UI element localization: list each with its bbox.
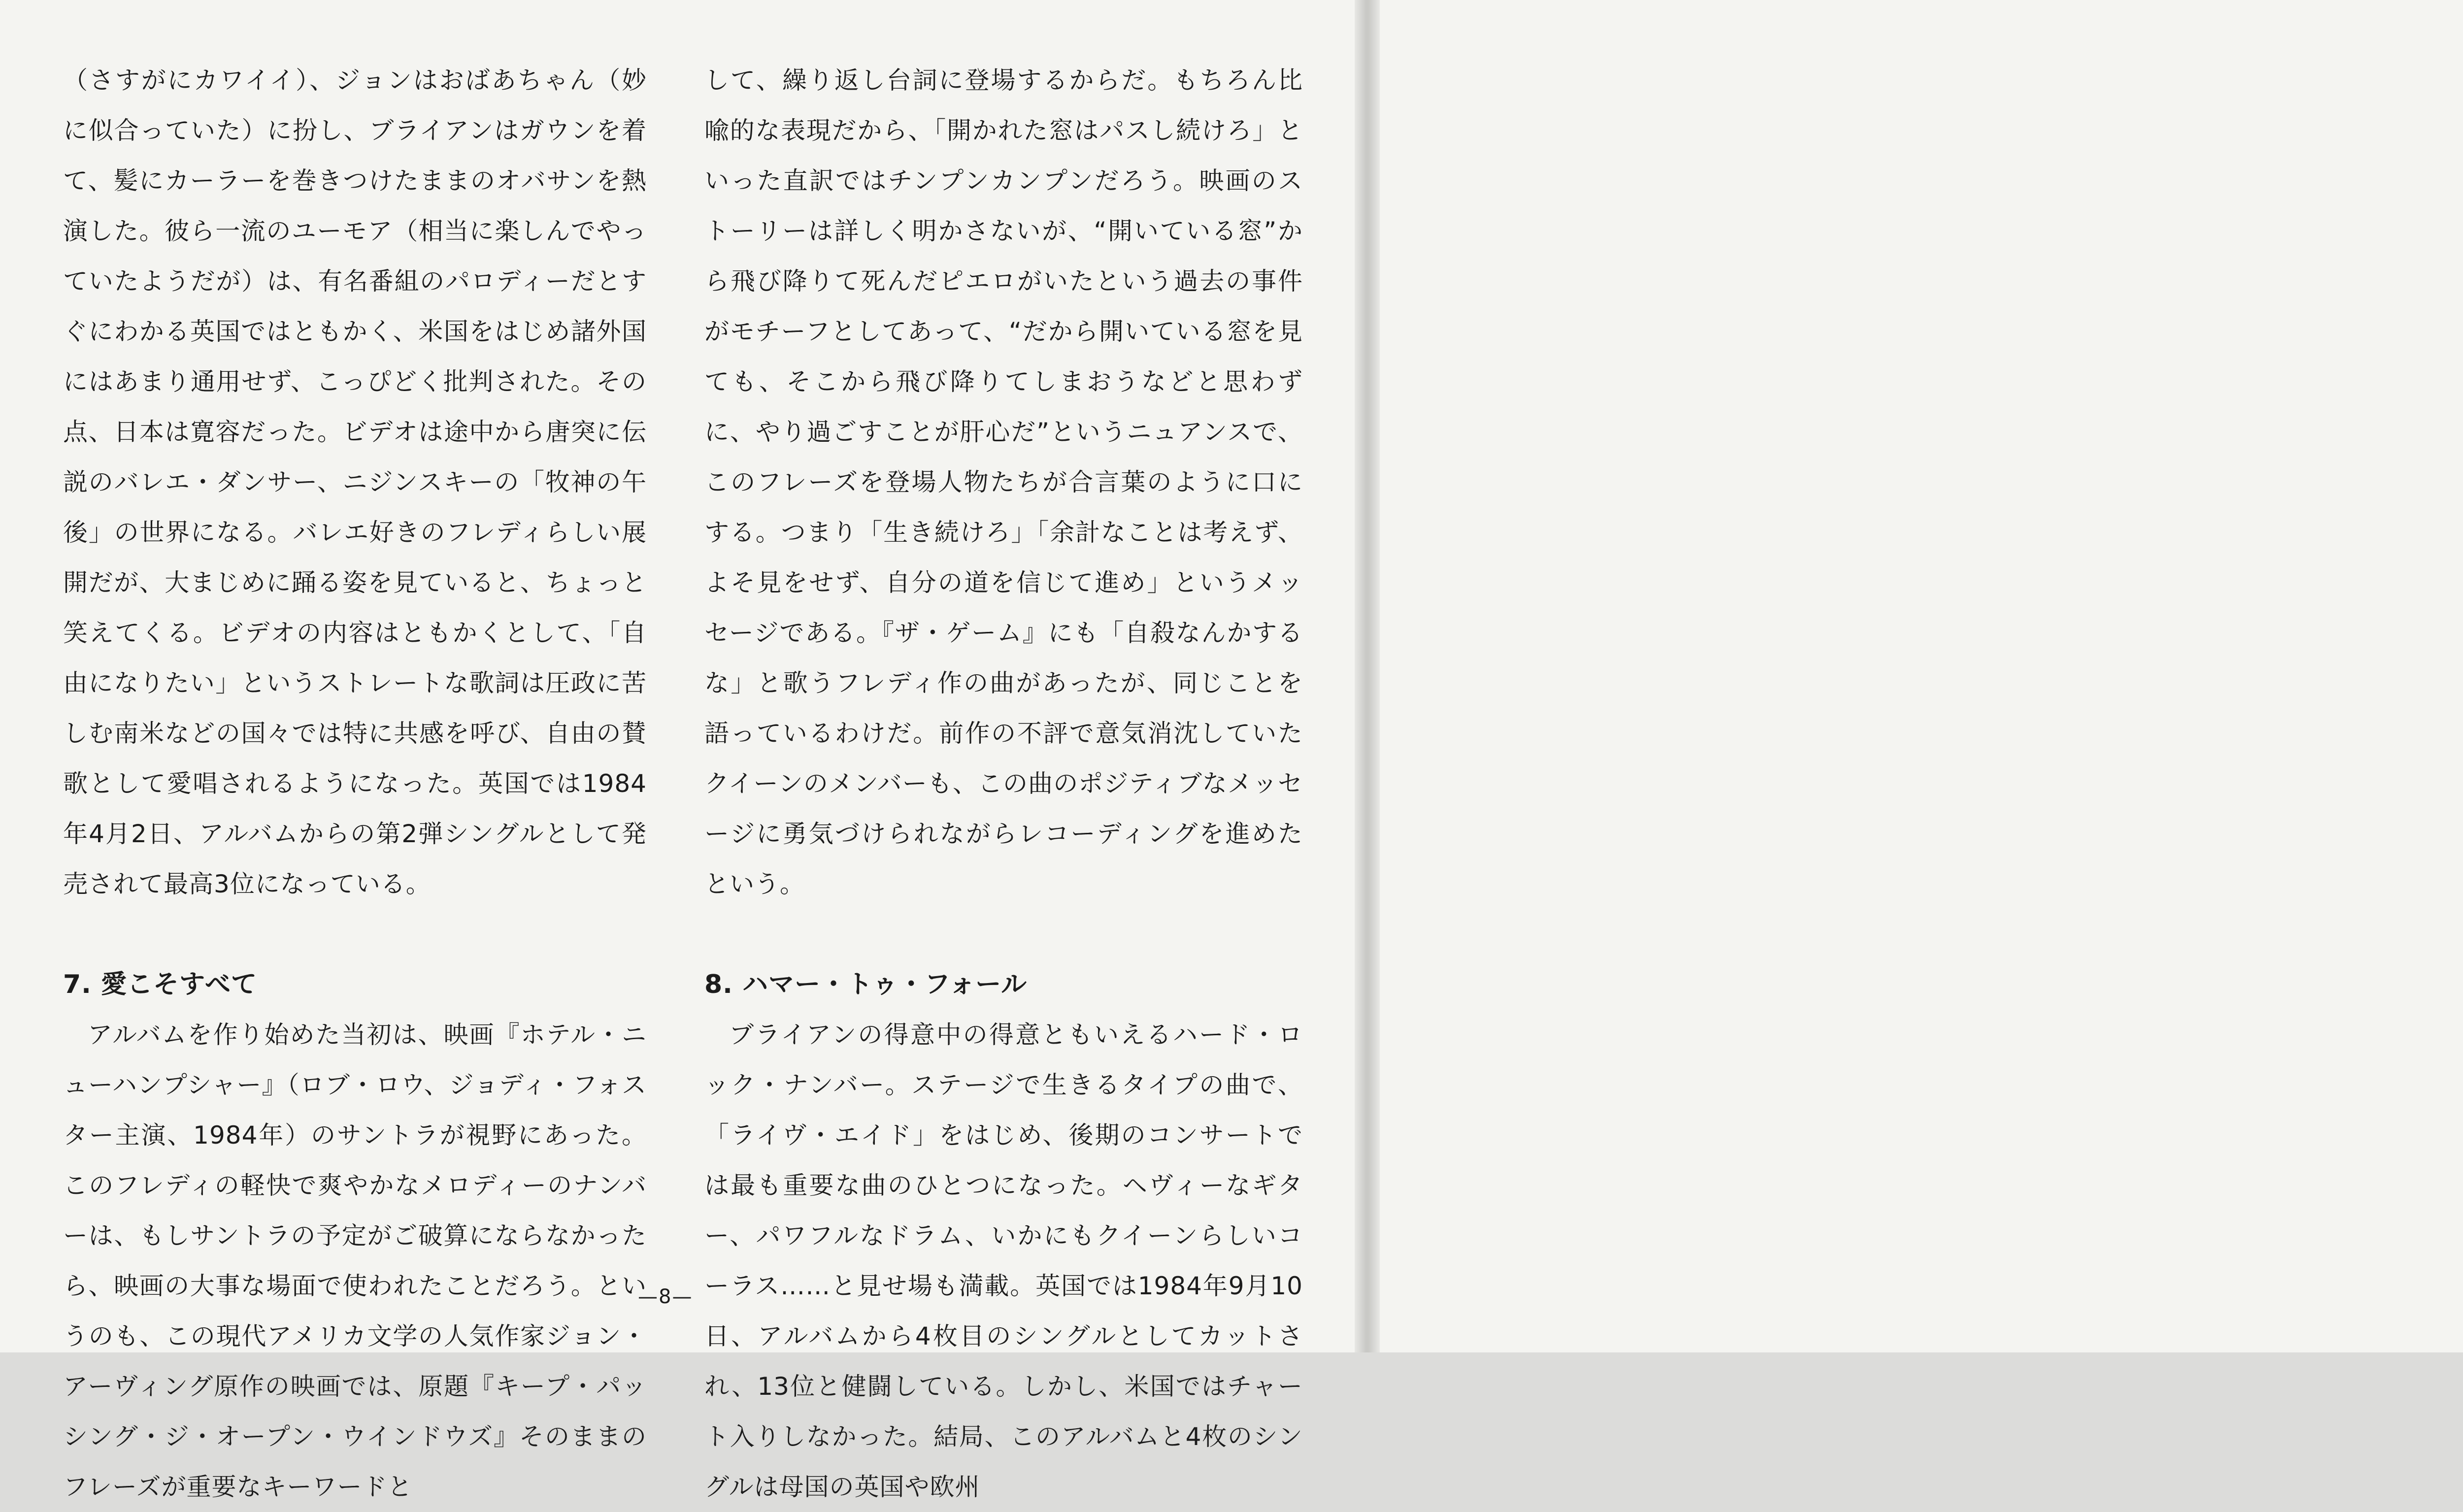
paragraph-continued: して、繰り返し台詞に登場するからだ。もちろん比喩的な表現だから、「開かれた窓はパスし続けろ」といった直訳ではチンプンカンプンだろう。映画のストーリーは詳しく明かさないが、“開いている窓”から飛び降りて死んだピエロがいたという過去の事件がモチーフとしてあって、“だから開いている窓を見ても、そこから飛び降りてしまおうなどと思わずに、やり過ごすことが肝心だ”というニュアンスで、このフレーズを登場人物たちが合言葉のように口にする。つまり「生き続けろ」「余計なことは考えず、よそ見をせず、自分の道を信じて進め」というメッセージである。『ザ・ゲーム』にも「自殺なんかするな」と歌うフレディ作の曲があったが、同じことを語っているわけだ。前作の不評で意気消沈していたクイーンのメンバーも、この曲のポジティブなメッセージに勇気づけられながらレコーディングを進めたという。 — [704, 66, 1303, 898]
track-8-paragraph: ブライアンの得意中の得意ともいえるハード・ロック・ナンバー。ステージで生きるタイプの曲で、「ライヴ・エイド」をはじめ、後期のコンサートでは最も重要な曲のひとつになった。ヘヴィーなギター、パワフルなドラム、いかにもクイーンらしいコーラス……と見せ場も満載。英国では1984年9月10日、アルバムから4枚目のシングルとしてカットされ、13位と健闘している。しかし、米国ではチャート入りしなかった。結局、このアルバムと4枚のシングルは母国の英国や欧州 — [704, 1020, 1303, 1501]
paragraph-intro: （さすがにカワイイ）、ジョンはおばあちゃん（妙に似合っていた）に扮し、ブライアンはガウンを着て、髪にカーラーを巻きつけたままのオバサンを熱演した。彼ら一流のユーモア（相当に楽しんでやっていたようだが）は、有名番組のパロディーだとすぐにわかる英国ではともかく、米国をはじめ諸外国にはあまり通用せず、こっぴどく批判された。その点、日本は寛容だった。ビデオは途中から唐突に伝説のバレエ・ダンサー、ニジンスキーの「牧神の午後」の世界になる。バレエ好きのフレディらしい展開だが、大まじめに踊る姿を見ていると、ちょっと笑えてくる。ビデオの内容はともかくとして、「自由になりたい」というストレートな歌詞は圧政に苦しむ南米などの国々では特に共感を呼び、自由の賛歌として愛唱されるようになった。英国では1984年4月2日、アルバムからの第2弾シングルとして発売されて最高3位になっている。 — [63, 66, 647, 898]
spacer — [704, 909, 1303, 959]
text-column-2 — [704, 55, 1303, 1512]
right-page — [1380, 0, 2463, 1352]
track-7-paragraph: アルバムを作り始めた当初は、映画『ホテル・ニューハンプシャー』（ロブ・ロウ、ジョディ・フォスター主演、1984年）のサントラが視野にあった。このフレディの軽快で爽やかなメロディーのナンバーは、もしサントラの予定がご破算にならなかったら、映画の大事な場面で使われたことだろう。というのも、この現代アメリカ文学の人気作家ジョン・アーヴィング原作の映画では、原題『キープ・パッシング・ジ・オープン・ウインドウズ』そのままのフレーズが重要なキーワードと — [63, 1020, 647, 1501]
track-7-heading: 7. 愛こそすべて — [63, 970, 257, 999]
spacer — [63, 909, 647, 959]
text-column-1 — [63, 55, 647, 1512]
binding-gutter — [1355, 0, 1380, 1352]
page-number-left: —8— — [638, 1285, 693, 1308]
track-8-heading: 8. ハマー・トゥ・フォール — [704, 970, 1028, 999]
